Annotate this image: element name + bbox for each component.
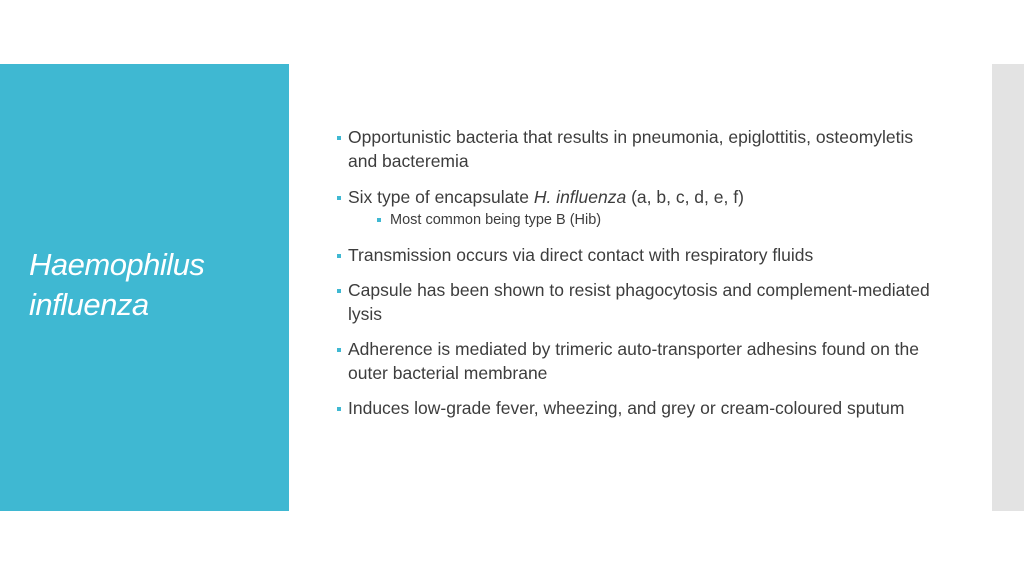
side-strip <box>992 64 1024 511</box>
bullet-item <box>334 279 934 326</box>
bullet-item <box>334 397 934 421</box>
bullet-text: (a, b, c, d, e, f) <box>626 187 744 207</box>
bullet-text: Transmission occurs via direct contact with respiratory fluids <box>348 244 814 265</box>
bullet-text: Six type of encapsulate <box>348 187 534 207</box>
bullet-item <box>334 338 934 385</box>
sub-bullet-item <box>334 210 934 230</box>
sub-bullet-marker-icon <box>377 218 381 222</box>
sub-bullet-text: Most common being type B (Hib) <box>390 211 602 228</box>
bullet-item <box>334 126 934 173</box>
bullet-item <box>334 186 934 210</box>
bullet-marker-icon <box>337 348 341 352</box>
bullet-item <box>334 244 934 268</box>
bullet-text: Adherence is mediated by trimeric auto-transporter adhesins found on the outer bacterial membrane <box>348 339 920 383</box>
bullet-marker-icon <box>337 254 341 258</box>
bullet-marker-icon <box>337 136 341 140</box>
bullet-text: Induces low-grade fever, wheezing, and grey or cream-coloured sputum <box>348 398 905 418</box>
bullet-marker-icon <box>337 196 341 200</box>
bullet-text: Capsule has been shown to resist phagocytosis and complement-mediated lysis <box>348 280 930 324</box>
slide-title <box>29 245 279 325</box>
bullet-marker-icon <box>337 289 341 293</box>
bullet-marker-icon <box>337 407 341 411</box>
bullet-text: Opportunistic bacteria that results in pneumonia, epiglottitis, osteomyletis and bacteremia <box>348 127 914 171</box>
bullet-text-italic: H. influenza <box>533 187 627 207</box>
slide-title-line-1: Haemophilus <box>29 247 205 282</box>
bullet-list <box>334 126 934 421</box>
slide-title-line-2: influenza <box>29 287 149 322</box>
